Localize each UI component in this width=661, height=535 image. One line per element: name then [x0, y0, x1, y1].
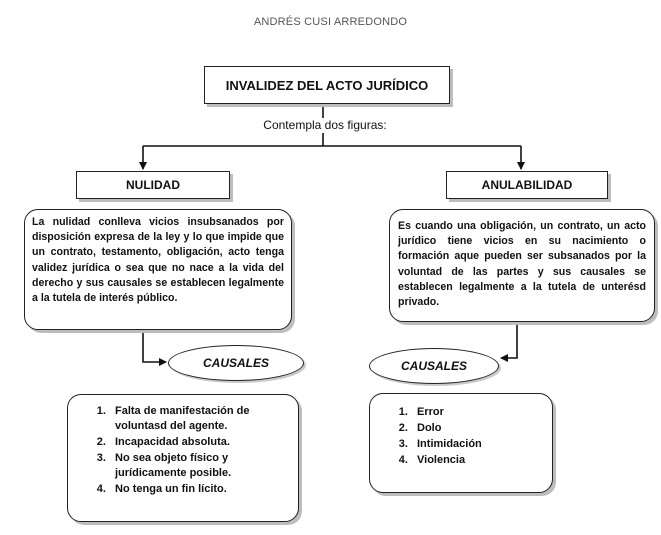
nulidad-description: La nulidad conlleva vicios insubsanados por disposición expresa de la ley y lo que impide que un contrato, testamento, obligación, acto tenga validez jurídica o sea que no nace a la vida del derecho y sus causales se establecen legalmente a la tutela de interés público.: [24, 209, 292, 330]
nulidad-causales-list-box: [67, 394, 299, 522]
anulabilidad-causales-list: [378, 405, 544, 468]
nulidad-label: NULIDAD: [126, 178, 180, 192]
list-item: 4. Violencia: [411, 453, 544, 468]
anulabilidad-description: Es cuando una obligación, un contrato, un acto jurídico tiene vicios en su nacimiento o formación aque pueden ser subsanados por la voluntad de las partes y sus causales se establecen legalmente a la tutela de unterésd privado.: [389, 209, 655, 322]
anulabilidad-label-box: [446, 171, 608, 199]
subtitle: Contempla dos figuras:: [263, 118, 387, 132]
anulabilidad-causales-list-box: [369, 393, 553, 493]
anulabilidad-label: ANULABILIDAD: [481, 178, 573, 192]
list-item: 1. Falta de manifestación de voluntasd del agente.: [109, 404, 290, 434]
nulidad-causales-ellipse: [168, 345, 304, 381]
nulidad-causales-list: [76, 404, 290, 497]
list-item: 4. No tenga un fin lícito.: [109, 482, 290, 497]
list-item: 2. Incapacidad absoluta.: [109, 435, 290, 450]
nulidad-label-box: [76, 171, 230, 199]
nulidad-causales-label: CAUSALES: [202, 356, 269, 370]
anulabilidad-causales-ellipse: [369, 348, 499, 384]
list-item: 1. Error: [411, 405, 544, 420]
list-item: 3. Intimidación: [411, 437, 544, 452]
main-title-box: [204, 66, 450, 104]
arrow-anulabilidad-causales: [501, 322, 517, 358]
list-item: 2. Dolo: [411, 421, 544, 436]
arrow-nulidad-causales: [143, 330, 166, 362]
anulabilidad-causales-label: CAUSALES: [400, 359, 467, 373]
author-name: ANDRÉS CUSI ARREDONDO: [253, 16, 408, 28]
list-item: 3. No sea objeto físico y jurídicamente posible.: [109, 451, 290, 481]
main-title: INVALIDEZ DEL ACTO JURÍDICO: [225, 77, 429, 93]
